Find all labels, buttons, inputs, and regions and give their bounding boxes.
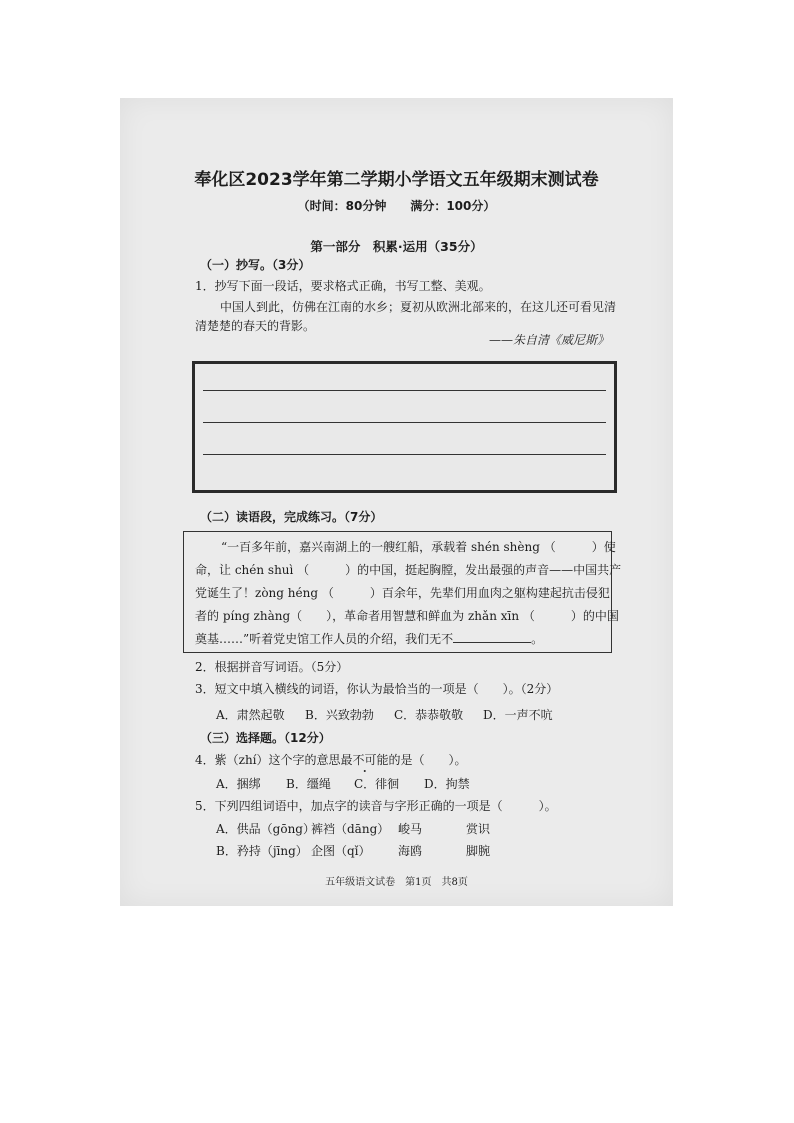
q5-option-a-word1[interactable]: A．供品（gōng） (216, 822, 315, 836)
question-4 (195, 751, 467, 768)
passage-source: ——朱自清《威尼斯》 (488, 333, 609, 347)
q3-option-a[interactable]: A．肃然起敬 (216, 708, 285, 722)
reading-passage-box (183, 531, 622, 653)
q4-prefix: 4．紫（zhí）这个字的意思 (195, 753, 341, 767)
exam-subtitle: （时间：80分钟 满分：100分） (297, 199, 496, 213)
page-footer: 五年级语文试卷 第1页 共8页 (325, 877, 468, 888)
exam-page (120, 98, 673, 906)
writing-line (203, 422, 606, 423)
section1-heading: （一）抄写。（3分） (200, 258, 311, 272)
part1-heading: 第一部分 积累·运用（35分） (310, 239, 483, 254)
q3-option-c[interactable]: C．恭恭敬敬 (394, 708, 464, 722)
q5-option-a-word4: 赏识 (466, 822, 491, 836)
reading-line-1: “一百多年前，嘉兴南湖上的一艘红船，承载着 shén shèng （ ）使 (221, 540, 616, 554)
q5-option-b-word2: 企图（qǐ） (311, 844, 371, 858)
q4-option-c[interactable]: C．徘徊 (354, 777, 400, 791)
question-1: 1．抄写下面一段话，要求格式正确，书写工整、美观。 (195, 279, 491, 293)
section2-heading: （二）读语段，完成练习。（7分） (200, 510, 383, 524)
copy-writing-box[interactable] (192, 361, 617, 493)
writing-line (203, 454, 606, 455)
section3-heading: （三）选择题。（12分） (200, 731, 331, 745)
reading-line-3: 党诞生了！zòng héng （ ）百余年，先辈们用血肉之躯构建起抗击侵犯 (195, 586, 610, 600)
q4-option-b[interactable]: B．缰绳 (286, 777, 331, 791)
question-5: 5．下列四组词语中，加点字的读音与字形正确的一项是（ ）。 (195, 799, 557, 813)
q5-option-b-word1[interactable]: B．矜持（jīng） (216, 844, 308, 858)
q5-option-b-word3: 海鸥 (398, 844, 423, 858)
reading-line-5-text: 奠基……”听着党史馆工作人员的介绍，我们无不 (195, 632, 454, 646)
reading-line-5 (195, 630, 543, 647)
exam-title: 奉化区2023学年第二学期小学语文五年级期末测试卷 (194, 170, 599, 190)
q4-dotted-phrase: 最不可能 (340, 753, 389, 767)
q4-suffix: 的是（ ）。 (388, 753, 467, 767)
passage-line-1: 中国人到此，仿佛在江南的水乡；夏初从欧洲北部来的，在这儿还可看见清 (220, 300, 617, 314)
reading-line-2: 命，让 chén shuì （ ）的中国，挺起胸膛，发出最强的声音——中国共产 (195, 563, 622, 577)
q4-option-d[interactable]: D．拘禁 (424, 777, 470, 791)
question-2: 2．根据拼音写词语。（5分） (195, 660, 349, 674)
passage-line-2: 清楚楚的春天的背影。 (195, 319, 316, 333)
q3-option-d[interactable]: D．一声不吭 (483, 708, 553, 722)
q5-option-a-word2: 裤裆（dāng） (311, 822, 390, 836)
q3-option-b[interactable]: B．兴致勃勃 (305, 708, 374, 722)
q5-option-a-word3: 峻马 (398, 822, 423, 836)
reading-line-4: 者的 píng zhàng（ ），革命者用智慧和鲜血为 zhǎn xīn （ ）的中国 (195, 609, 619, 623)
answer-blank[interactable] (453, 630, 531, 643)
q5-option-b-word4: 脚腕 (466, 844, 491, 858)
question-3: 3．短文中填入横线的词语，你认为最恰当的一项是（ ）。（2分） (195, 682, 559, 696)
q4-option-a[interactable]: A．捆绑 (216, 777, 261, 791)
reading-line-5-end: 。 (531, 632, 544, 646)
writing-line (203, 390, 606, 391)
